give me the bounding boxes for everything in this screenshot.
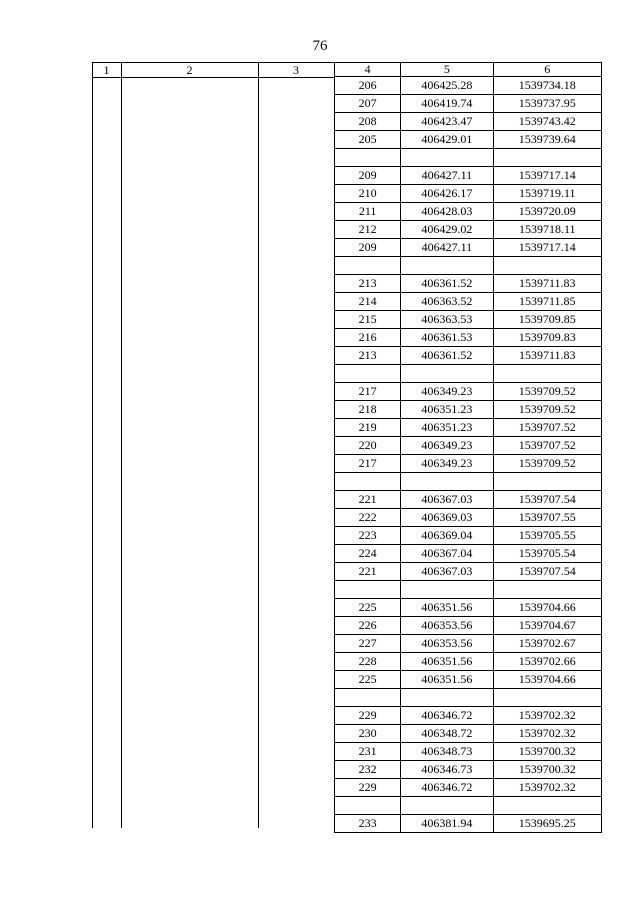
table-row: [335, 509, 602, 527]
table-row: [335, 779, 602, 797]
point-number-cell: 221: [335, 491, 401, 509]
x-coordinate-cell: 406351.23: [401, 401, 493, 419]
x-coordinate-cell: 406346.73: [401, 761, 493, 779]
x-coordinate-cell: 406367.03: [401, 491, 493, 509]
y-coordinate-cell: 1539702.32: [493, 707, 601, 725]
point-number-cell: 224: [335, 545, 401, 563]
table-row: [335, 599, 602, 617]
y-coordinate-cell: 1539707.54: [493, 563, 601, 581]
y-coordinate-cell: 1539702.32: [493, 779, 601, 797]
point-number-cell: 228: [335, 653, 401, 671]
y-coordinate-cell: 1539711.85: [493, 293, 601, 311]
x-coordinate-cell: 406427.11: [401, 167, 493, 185]
x-coordinate-cell: 406348.73: [401, 743, 493, 761]
y-coordinate-cell: 1539695.25: [493, 815, 601, 833]
point-number-cell: 213: [335, 347, 401, 365]
coordinates-table: [334, 62, 602, 833]
table-row: [335, 743, 602, 761]
x-coordinate-cell: 406348.72: [401, 725, 493, 743]
page-number: 76: [312, 38, 328, 54]
x-coordinate-cell: 406427.11: [401, 239, 493, 257]
y-coordinate-cell: 1539709.52: [493, 401, 601, 419]
table-row: [335, 365, 602, 383]
y-coordinate-cell: 1539711.83: [493, 275, 601, 293]
point-number-cell: [335, 689, 401, 707]
left-columns: [92, 62, 334, 828]
y-coordinate-cell: 1539743.42: [493, 113, 601, 131]
x-coordinate-cell: 406363.52: [401, 293, 493, 311]
table-row: [335, 473, 602, 491]
x-coordinate-cell: 406349.23: [401, 437, 493, 455]
point-number-cell: 219: [335, 419, 401, 437]
table-row: [335, 653, 602, 671]
y-coordinate-cell: 1539705.55: [493, 527, 601, 545]
table-row: [335, 725, 602, 743]
table-row: [335, 95, 602, 113]
y-coordinate-cell: 1539707.54: [493, 491, 601, 509]
table-row: [335, 437, 602, 455]
y-coordinate-cell: 1539718.11: [493, 221, 601, 239]
header-col-1: 1: [103, 63, 110, 77]
y-coordinate-cell: 1539709.85: [493, 311, 601, 329]
y-coordinate-cell: 1539702.32: [493, 725, 601, 743]
x-coordinate-cell: 406351.56: [401, 671, 493, 689]
table-row: [335, 401, 602, 419]
point-number-cell: [335, 797, 401, 815]
table-row: [335, 329, 602, 347]
table-row: [335, 257, 602, 275]
point-number-cell: 221: [335, 563, 401, 581]
header-col-6: 6: [493, 63, 601, 77]
header-row: [335, 63, 602, 77]
table-row: [335, 149, 602, 167]
point-number-cell: 205: [335, 131, 401, 149]
table-row: [335, 797, 602, 815]
table-row: [335, 131, 602, 149]
col-2-rule: [121, 62, 122, 828]
y-coordinate-cell: [493, 581, 601, 599]
col-1-rule: [92, 62, 93, 828]
y-coordinate-cell: 1539739.64: [493, 131, 601, 149]
y-coordinate-cell: 1539737.95: [493, 95, 601, 113]
table-row: [335, 815, 602, 833]
y-coordinate-cell: [493, 365, 601, 383]
y-coordinate-cell: [493, 689, 601, 707]
x-coordinate-cell: [401, 797, 493, 815]
x-coordinate-cell: 406426.17: [401, 185, 493, 203]
y-coordinate-cell: 1539720.09: [493, 203, 601, 221]
table-row: [335, 275, 602, 293]
point-number-cell: 212: [335, 221, 401, 239]
point-number-cell: 231: [335, 743, 401, 761]
y-coordinate-cell: 1539702.67: [493, 635, 601, 653]
point-number-cell: 206: [335, 77, 401, 95]
point-number-cell: 229: [335, 707, 401, 725]
y-coordinate-cell: 1539707.52: [493, 419, 601, 437]
x-coordinate-cell: 406423.47: [401, 113, 493, 131]
x-coordinate-cell: [401, 473, 493, 491]
x-coordinate-cell: 406429.01: [401, 131, 493, 149]
x-coordinate-cell: 406349.23: [401, 455, 493, 473]
table-row: [335, 455, 602, 473]
point-number-cell: 230: [335, 725, 401, 743]
table-row: [335, 761, 602, 779]
x-coordinate-cell: 406346.72: [401, 779, 493, 797]
y-coordinate-cell: [493, 149, 601, 167]
col-3-rule: [258, 62, 259, 828]
x-coordinate-cell: 406361.52: [401, 347, 493, 365]
point-number-cell: 217: [335, 383, 401, 401]
x-coordinate-cell: 406428.03: [401, 203, 493, 221]
point-number-cell: 217: [335, 455, 401, 473]
x-coordinate-cell: 406353.56: [401, 635, 493, 653]
point-number-cell: 207: [335, 95, 401, 113]
x-coordinate-cell: 406419.74: [401, 95, 493, 113]
header-col-2: 2: [186, 63, 193, 77]
point-number-cell: [335, 581, 401, 599]
x-coordinate-cell: 406369.03: [401, 509, 493, 527]
x-coordinate-cell: [401, 581, 493, 599]
y-coordinate-cell: 1539717.14: [493, 239, 601, 257]
x-coordinate-cell: 406346.72: [401, 707, 493, 725]
table-row: [335, 239, 602, 257]
point-number-cell: 225: [335, 671, 401, 689]
table-row: [335, 113, 602, 131]
table-row: [335, 311, 602, 329]
y-coordinate-cell: 1539704.67: [493, 617, 601, 635]
y-coordinate-cell: 1539709.52: [493, 455, 601, 473]
y-coordinate-cell: 1539700.32: [493, 761, 601, 779]
table-row: [335, 203, 602, 221]
table-row: [335, 563, 602, 581]
table-row: [335, 671, 602, 689]
table-row: [335, 635, 602, 653]
table-row: [335, 617, 602, 635]
x-coordinate-cell: [401, 149, 493, 167]
y-coordinate-cell: 1539702.66: [493, 653, 601, 671]
table-row: [335, 347, 602, 365]
y-coordinate-cell: [493, 257, 601, 275]
table-row: [335, 419, 602, 437]
x-coordinate-cell: 406429.02: [401, 221, 493, 239]
y-coordinate-cell: 1539705.54: [493, 545, 601, 563]
x-coordinate-cell: 406425.28: [401, 77, 493, 95]
x-coordinate-cell: [401, 365, 493, 383]
header-col-3: 3: [293, 63, 299, 77]
table-row: [335, 167, 602, 185]
x-coordinate-cell: 406381.94: [401, 815, 493, 833]
point-number-cell: 209: [335, 167, 401, 185]
point-number-cell: [335, 149, 401, 167]
table-row: [335, 293, 602, 311]
point-number-cell: 220: [335, 437, 401, 455]
point-number-cell: 227: [335, 635, 401, 653]
point-number-cell: 211: [335, 203, 401, 221]
y-coordinate-cell: 1539707.55: [493, 509, 601, 527]
point-number-cell: 218: [335, 401, 401, 419]
x-coordinate-cell: 406351.56: [401, 653, 493, 671]
header-col-4: 4: [335, 63, 401, 77]
x-coordinate-cell: 406353.56: [401, 617, 493, 635]
point-number-cell: 223: [335, 527, 401, 545]
header-col-5: 5: [401, 63, 493, 77]
x-coordinate-cell: 406367.03: [401, 563, 493, 581]
point-number-cell: 232: [335, 761, 401, 779]
y-coordinate-cell: [493, 473, 601, 491]
x-coordinate-cell: 406361.53: [401, 329, 493, 347]
y-coordinate-cell: 1539709.83: [493, 329, 601, 347]
point-number-cell: [335, 473, 401, 491]
table-row: [335, 77, 602, 95]
point-number-cell: 213: [335, 275, 401, 293]
table-row: [335, 185, 602, 203]
table-row: [335, 581, 602, 599]
point-number-cell: 233: [335, 815, 401, 833]
table-row: [335, 383, 602, 401]
point-number-cell: 209: [335, 239, 401, 257]
point-number-cell: 222: [335, 509, 401, 527]
table-row: [335, 221, 602, 239]
table-row: [335, 527, 602, 545]
x-coordinate-cell: 406363.53: [401, 311, 493, 329]
point-number-cell: 214: [335, 293, 401, 311]
y-coordinate-cell: [493, 797, 601, 815]
x-coordinate-cell: 406349.23: [401, 383, 493, 401]
y-coordinate-cell: 1539711.83: [493, 347, 601, 365]
x-coordinate-cell: 406367.04: [401, 545, 493, 563]
table-row: [335, 545, 602, 563]
y-coordinate-cell: 1539707.52: [493, 437, 601, 455]
y-coordinate-cell: 1539717.14: [493, 167, 601, 185]
table-row: [335, 689, 602, 707]
y-coordinate-cell: 1539709.52: [493, 383, 601, 401]
table-row: [335, 491, 602, 509]
y-coordinate-cell: 1539700.32: [493, 743, 601, 761]
y-coordinate-cell: 1539734.18: [493, 77, 601, 95]
point-number-cell: 229: [335, 779, 401, 797]
point-number-cell: [335, 257, 401, 275]
point-number-cell: 225: [335, 599, 401, 617]
y-coordinate-cell: 1539719.11: [493, 185, 601, 203]
y-coordinate-cell: 1539704.66: [493, 671, 601, 689]
point-number-cell: 226: [335, 617, 401, 635]
point-number-cell: [335, 365, 401, 383]
x-coordinate-cell: 406351.56: [401, 599, 493, 617]
x-coordinate-cell: 406351.23: [401, 419, 493, 437]
coordinates-body: [335, 77, 602, 833]
x-coordinate-cell: 406361.52: [401, 275, 493, 293]
x-coordinate-cell: [401, 689, 493, 707]
point-number-cell: 210: [335, 185, 401, 203]
table-row: [335, 707, 602, 725]
point-number-cell: 216: [335, 329, 401, 347]
x-coordinate-cell: [401, 257, 493, 275]
y-coordinate-cell: 1539704.66: [493, 599, 601, 617]
point-number-cell: 208: [335, 113, 401, 131]
x-coordinate-cell: 406369.04: [401, 527, 493, 545]
point-number-cell: 215: [335, 311, 401, 329]
